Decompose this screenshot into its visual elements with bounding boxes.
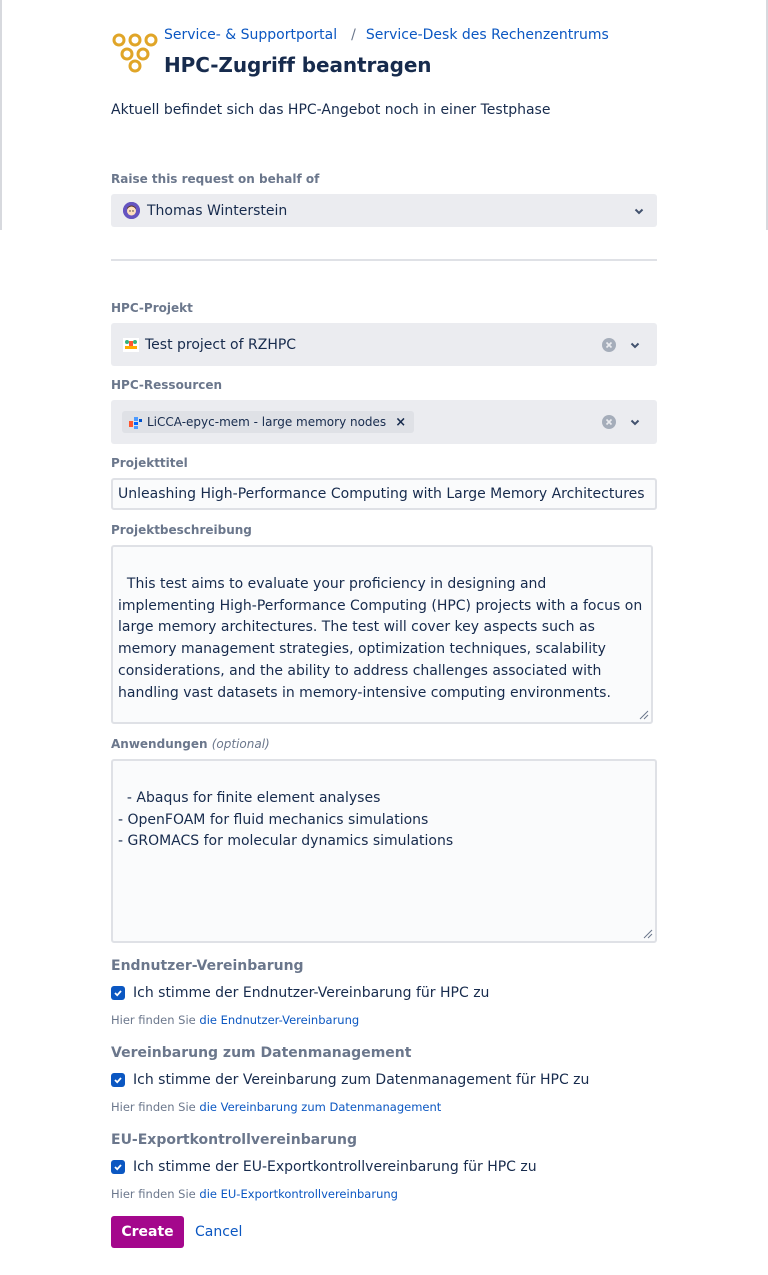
data-management-link[interactable]: die Vereinbarung zum Datenmanagement xyxy=(199,1100,442,1114)
hint-prefix: Hier finden Sie xyxy=(111,1100,196,1114)
export-control-hint xyxy=(111,1187,398,1201)
applications-label-text: Anwendungen xyxy=(111,737,208,751)
section-divider xyxy=(111,259,657,261)
resource-chip xyxy=(122,411,414,433)
behalf-value: Thomas Winterstein xyxy=(147,202,288,219)
optional-tag: (optional) xyxy=(211,737,270,751)
data-management-checkbox[interactable] xyxy=(111,1073,125,1087)
enduser-agreement-heading: Endnutzer-Vereinbarung xyxy=(111,958,304,974)
behalf-select[interactable] xyxy=(111,194,657,227)
export-control-label[interactable]: Ich stimme der EU-Exportkontrollvereinbarung für HPC zu xyxy=(133,1159,537,1175)
applications-text: - Abaqus for finite element analyses - OpenFOAM for fluid mechanics simulations - GROMACS for molecular dynamics simulations xyxy=(118,789,454,850)
page-title: HPC-Zugriff beantragen xyxy=(164,53,432,77)
export-control-checkbox[interactable] xyxy=(111,1160,125,1174)
resources-label: HPC-Ressourcen xyxy=(111,378,223,392)
user-avatar-icon xyxy=(123,202,140,219)
chip-remove-icon[interactable]: × xyxy=(395,414,407,430)
enduser-agreement-link[interactable]: die Endnutzer-Vereinbarung xyxy=(199,1013,360,1027)
project-select[interactable] xyxy=(111,323,657,366)
applications-textarea[interactable] xyxy=(111,759,657,943)
description-text: This test aims to evaluate your proficiency in designing and implementing High-Performance Computing (HPC) projects with a focus on large memory architectures. The test will cover key aspects such as memory management strategies, optimization techniques, scalability considerations, and the ability to address challenges associated with handling vast datasets in memory-intensive computing environments. xyxy=(118,575,647,701)
behalf-label: Raise this request on behalf of xyxy=(111,172,320,186)
breadcrumb-separator: / xyxy=(351,27,356,43)
server-node-icon xyxy=(129,416,142,429)
hint-prefix: Hier finden Sie xyxy=(111,1187,196,1201)
applications-label xyxy=(111,737,270,751)
project-title-input[interactable]: Unleashing High-Performance Computing with Large Memory Architectures xyxy=(111,478,657,510)
export-control-row[interactable] xyxy=(111,1159,537,1175)
chevron-down-icon[interactable] xyxy=(629,339,641,351)
data-management-hint xyxy=(111,1100,441,1114)
chevron-down-icon[interactable] xyxy=(629,416,641,428)
data-management-heading: Vereinbarung zum Datenmanagement xyxy=(111,1045,412,1061)
resource-chip-label: LiCCA-epyc-mem - large memory nodes xyxy=(147,415,387,429)
project-icon xyxy=(123,338,139,352)
enduser-agreement-checkbox[interactable] xyxy=(111,986,125,1000)
resize-grip-icon[interactable] xyxy=(639,710,649,720)
data-management-row[interactable] xyxy=(111,1072,589,1088)
project-title-label: Projekttitel xyxy=(111,456,188,470)
chevron-down-icon[interactable] xyxy=(633,205,645,217)
enduser-agreement-hint xyxy=(111,1013,359,1027)
checkmark-icon xyxy=(113,1075,123,1085)
portal-logo-icon xyxy=(111,32,159,72)
intro-text: Aktuell befindet sich das HPC-Angebot noch in einer Testphase xyxy=(111,102,551,118)
clear-icon[interactable] xyxy=(602,338,616,352)
export-control-link[interactable]: die EU-Exportkontrollvereinbarung xyxy=(199,1187,398,1201)
data-management-label[interactable]: Ich stimme der Vereinbarung zum Datenmanagement für HPC zu xyxy=(133,1072,590,1088)
export-control-heading: EU-Exportkontrollvereinbarung xyxy=(111,1132,358,1148)
enduser-agreement-row[interactable] xyxy=(111,985,489,1001)
description-textarea[interactable] xyxy=(111,545,653,724)
checkmark-icon xyxy=(113,1162,123,1172)
checkmark-icon xyxy=(113,988,123,998)
cancel-button[interactable]: Cancel xyxy=(195,1216,242,1248)
clear-icon[interactable] xyxy=(602,415,616,429)
breadcrumb-link-service-desk[interactable]: Service-Desk des Rechenzentrums xyxy=(365,27,609,43)
page-header xyxy=(111,26,609,77)
create-button[interactable]: Create xyxy=(111,1216,184,1248)
project-value: Test project of RZHPC xyxy=(145,336,297,353)
enduser-agreement-label[interactable]: Ich stimme der Endnutzer-Vereinbarung für HPC zu xyxy=(133,985,490,1001)
breadcrumb-link-portal[interactable]: Service- & Supportportal xyxy=(164,27,338,43)
resize-grip-icon[interactable] xyxy=(643,929,653,939)
breadcrumb xyxy=(164,26,609,44)
project-label: HPC-Projekt xyxy=(111,301,193,315)
window-edge-left xyxy=(0,0,2,230)
resources-select[interactable] xyxy=(111,400,657,444)
description-label: Projektbeschreibung xyxy=(111,523,252,537)
hint-prefix: Hier finden Sie xyxy=(111,1013,196,1027)
